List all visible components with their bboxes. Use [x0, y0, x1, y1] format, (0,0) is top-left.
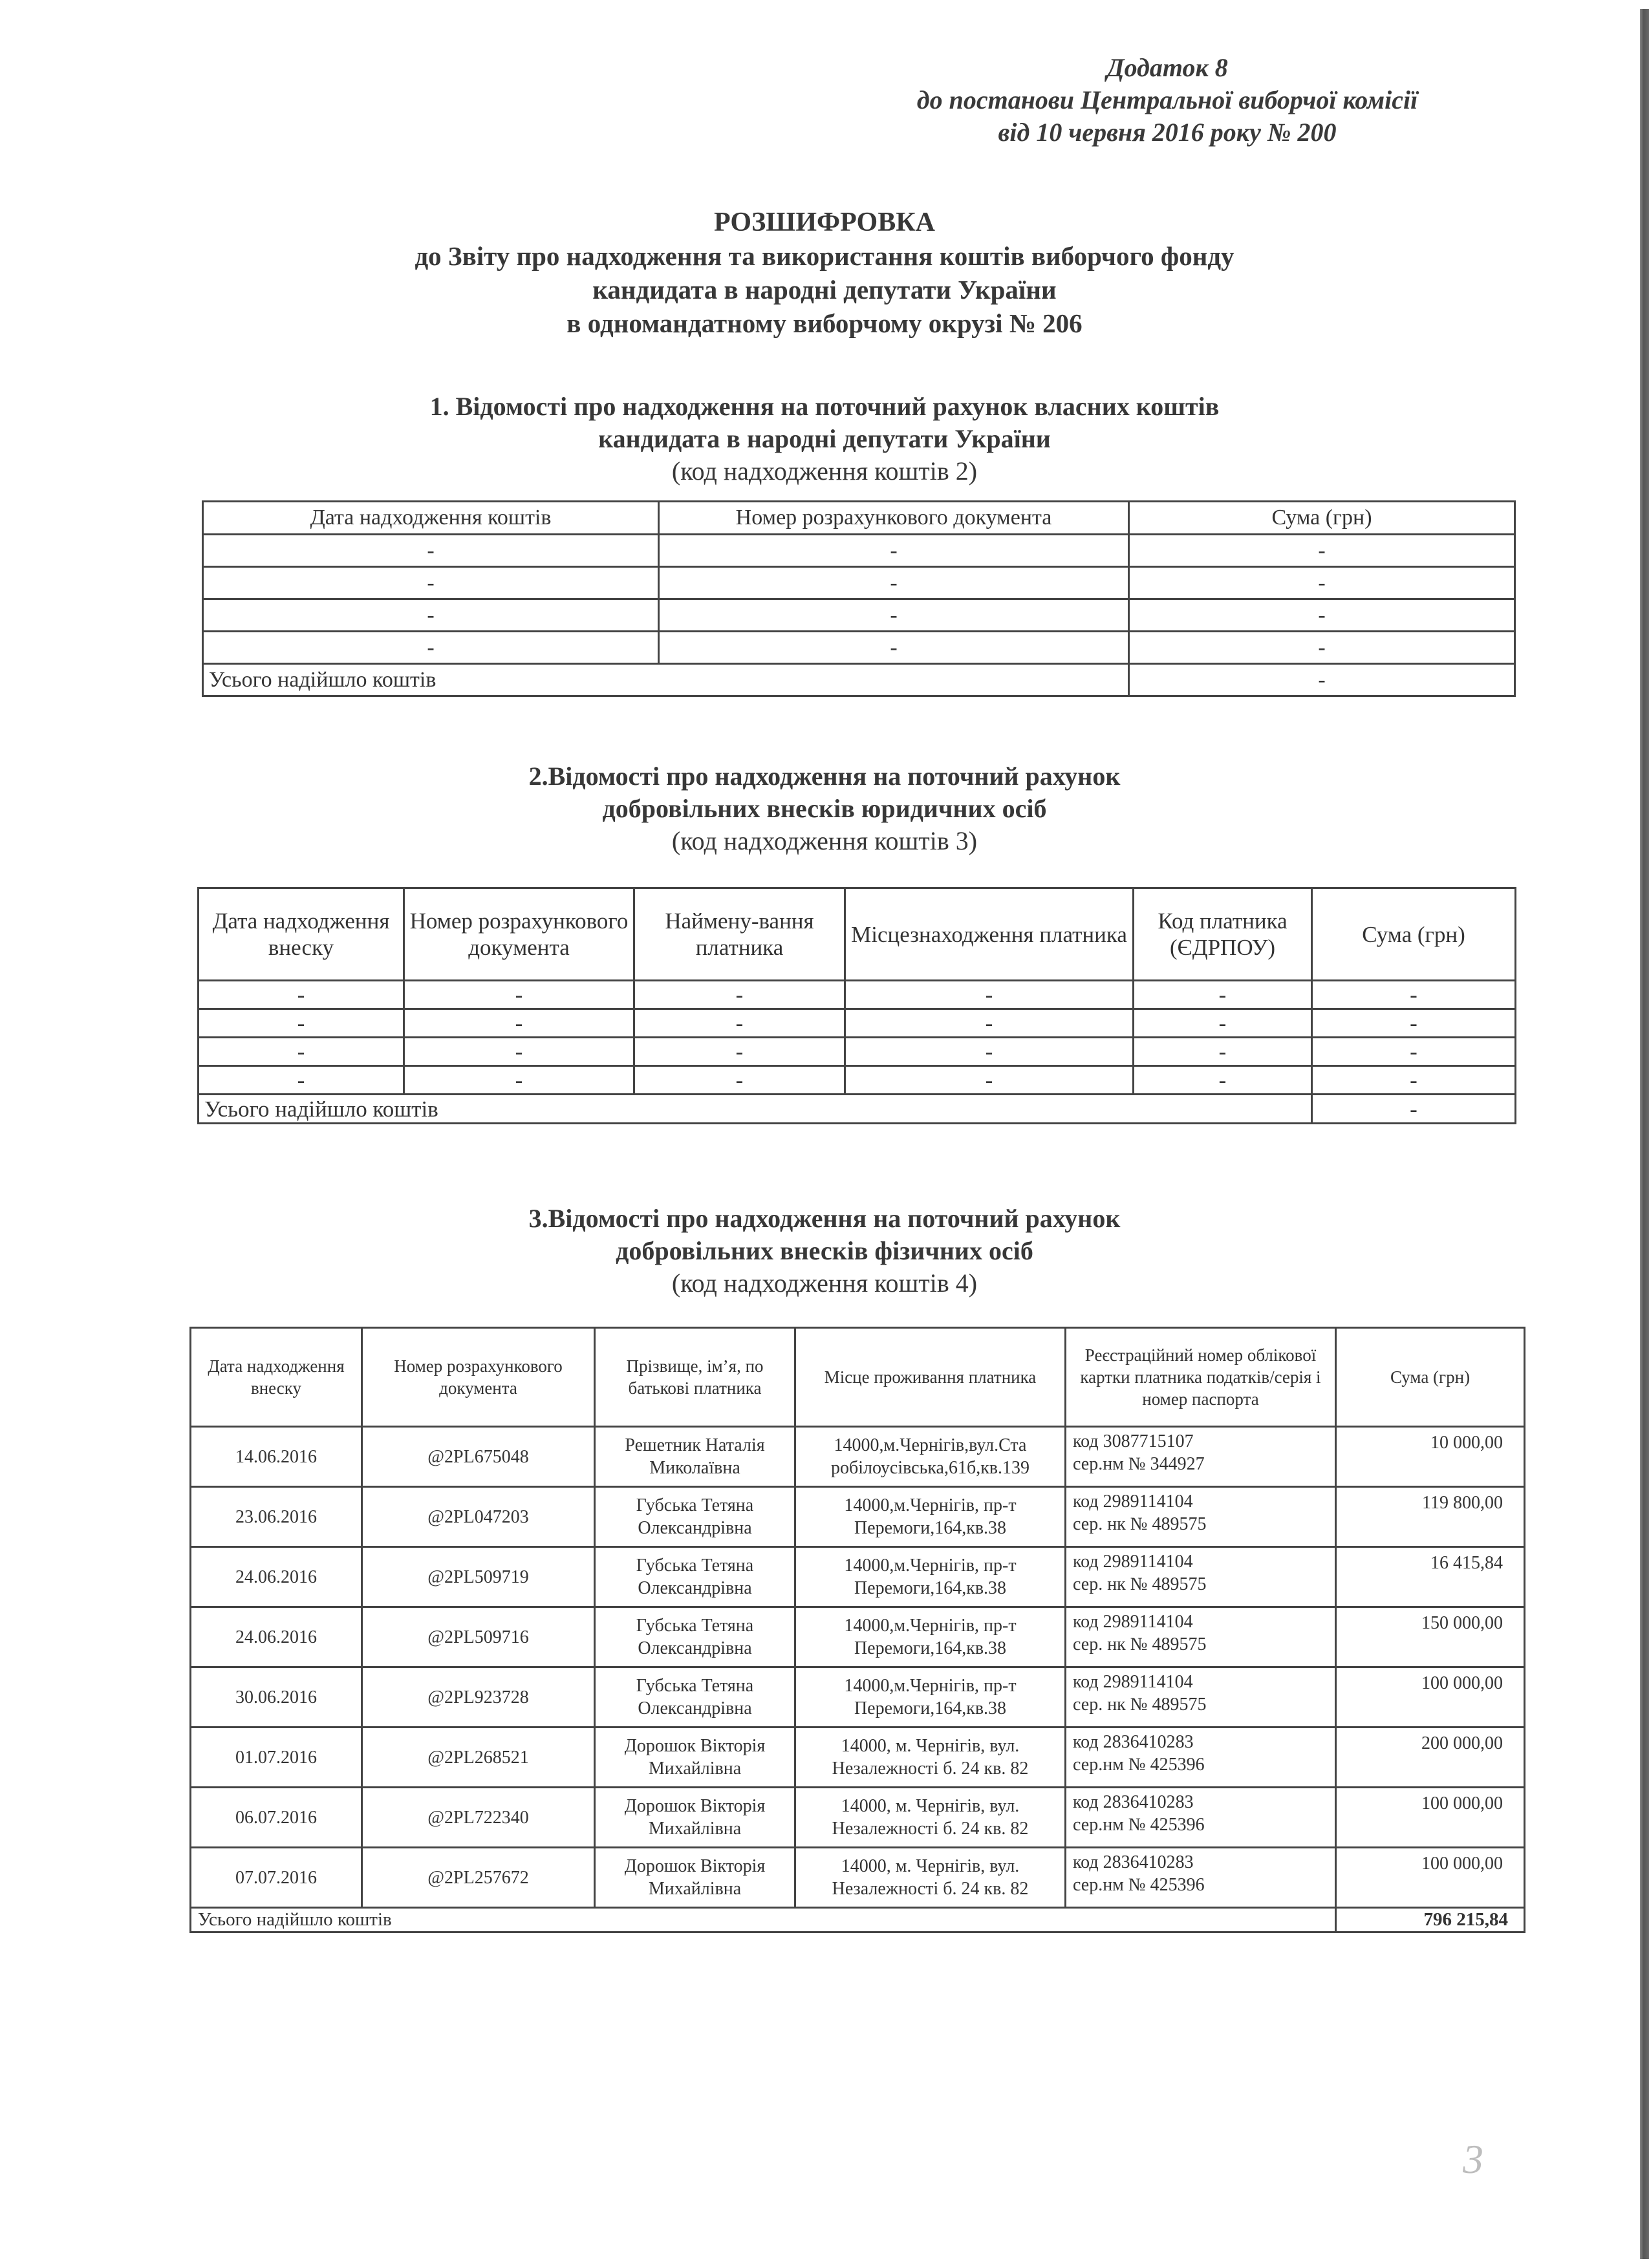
document-number-cell: -	[659, 567, 1129, 599]
document-number-cell: -	[404, 1038, 634, 1066]
individuals-table	[189, 1327, 1525, 1933]
payer-address-line-1: 14000, м. Чернігів, вул.	[841, 1856, 1020, 1876]
amount-cell: -	[1129, 535, 1515, 567]
passport-number: сер.нм № 425396	[1073, 1755, 1205, 1775]
table-row	[199, 1038, 1516, 1066]
payer-address-line-1: 14000,м.Чернігів, пр-т	[844, 1676, 1017, 1696]
payer-address-line-1: 14000,м.Чернігів, пр-т	[844, 1616, 1017, 1636]
tax-id-passport-cell	[1066, 1728, 1336, 1788]
amount-cell: 100 000,00	[1336, 1848, 1525, 1908]
payer-name-cell	[595, 1547, 795, 1607]
table-header-row	[199, 888, 1516, 981]
amount-cell: -	[1312, 1066, 1516, 1095]
title-line-4: в одномандатному виборчому окрузі № 206	[566, 308, 1083, 338]
payer-name-line-1: Губська Тетяна	[636, 1495, 754, 1515]
tax-id: код 2836410283	[1073, 1792, 1194, 1812]
section-3-heading-line-1: 3.Відомості про надходження на поточний рахунок	[528, 1204, 1121, 1233]
table-row	[191, 1487, 1525, 1547]
payer-address-cell	[795, 1728, 1066, 1788]
column-header: Код платника (ЄДРПОУ)	[1134, 888, 1312, 981]
payer-name-cell: -	[634, 1009, 845, 1038]
total-amount: -	[1312, 1095, 1516, 1124]
date-cell: 06.07.2016	[191, 1788, 362, 1848]
tax-id: код 2989114104	[1073, 1612, 1193, 1632]
document-number-cell: @2PL257672	[362, 1848, 595, 1908]
payer-name-cell: -	[634, 1038, 845, 1066]
payer-address-line-1: 14000,м.Чернігів, пр-т	[844, 1556, 1017, 1576]
passport-number: сер. нк № 489575	[1073, 1574, 1207, 1594]
payer-name-line-1: Губська Тетяна	[636, 1556, 754, 1576]
individuals-table-body	[191, 1427, 1525, 1908]
payer-name-line-2: Олександрівна	[638, 1638, 752, 1658]
section-2-code: (код надходження коштів 3)	[671, 826, 978, 855]
payer-address-cell	[795, 1848, 1066, 1908]
date-cell: -	[199, 1066, 404, 1095]
total-label: Усього надійшло коштів	[191, 1908, 1336, 1932]
table-row	[191, 1788, 1525, 1848]
document-number-cell: -	[404, 1066, 634, 1095]
amount-cell: -	[1312, 981, 1516, 1009]
payer-address-cell	[795, 1427, 1066, 1487]
table-row	[203, 599, 1515, 632]
payer-address-cell	[795, 1547, 1066, 1607]
document-number-cell: -	[404, 981, 634, 1009]
own-funds-table	[202, 500, 1516, 697]
amount-cell: 200 000,00	[1336, 1728, 1525, 1788]
document-number-cell: @2PL923728	[362, 1667, 595, 1728]
date-cell: 14.06.2016	[191, 1427, 362, 1487]
annex-header	[867, 52, 1468, 149]
payer-name-line-2: Олександрівна	[638, 1698, 752, 1718]
payer-name-cell	[595, 1487, 795, 1547]
payer-name-line-1: Дорошок Вікторія	[624, 1736, 766, 1756]
section-3-heading-line-2: добровільних внесків фізичних осіб	[616, 1236, 1033, 1265]
total-amount: 796 215,84	[1336, 1908, 1525, 1932]
payer-name-line-2: Михайлівна	[648, 1759, 742, 1779]
document-number-cell: @2PL268521	[362, 1728, 595, 1788]
payer-address-line-2: робілоусівська,61б,кв.139	[830, 1458, 1030, 1478]
table-row	[203, 567, 1515, 599]
handwritten-page-number: 3	[1463, 2136, 1483, 2182]
amount-cell: 119 800,00	[1336, 1487, 1525, 1547]
tax-id: код 2989114104	[1073, 1492, 1193, 1512]
payer-address-line-2: Перемоги,164,кв.38	[854, 1518, 1007, 1538]
tax-id: код 3087715107	[1073, 1431, 1194, 1451]
payer-name-line-1: Дорошок Вікторія	[624, 1856, 766, 1876]
date-cell: 23.06.2016	[191, 1487, 362, 1547]
payer-name-cell	[595, 1427, 795, 1487]
amount-cell: 100 000,00	[1336, 1667, 1525, 1728]
document-number-cell: @2PL722340	[362, 1788, 595, 1848]
payer-address-line-1: 14000, м. Чернігів, вул.	[841, 1796, 1020, 1816]
amount-cell: -	[1129, 567, 1515, 599]
document-number-cell: -	[659, 632, 1129, 664]
date-cell: -	[203, 599, 659, 632]
date-cell: -	[203, 632, 659, 664]
date-cell: 24.06.2016	[191, 1607, 362, 1667]
section-1-heading-line-2: кандидата в народні депутати України	[598, 424, 1051, 453]
table-row	[191, 1667, 1525, 1728]
payer-location-cell: -	[845, 1009, 1134, 1038]
section-1-heading-line-1: 1. Відомості про надходження на поточний рахунок власних коштів	[429, 392, 1220, 421]
payer-code-cell: -	[1134, 1038, 1312, 1066]
section-3-heading	[0, 1203, 1649, 1300]
scan-page-edge	[1640, 9, 1649, 2259]
payer-name-cell	[595, 1728, 795, 1788]
column-header: Сума (грн)	[1312, 888, 1516, 981]
payer-name-cell	[595, 1788, 795, 1848]
payer-name-cell	[595, 1667, 795, 1728]
document-number-cell: @2PL047203	[362, 1487, 595, 1547]
amount-cell: -	[1312, 1009, 1516, 1038]
title-line-3: кандидата в народні депутати України	[592, 275, 1057, 305]
title-main: РОЗШИФРОВКА	[714, 208, 935, 237]
date-cell: 07.07.2016	[191, 1848, 362, 1908]
column-header: Прізвище, ім’я, по батькові платника	[595, 1328, 795, 1427]
column-header: Місце проживання платника	[795, 1328, 1066, 1427]
column-header: Номер розрахункового документа	[659, 502, 1129, 535]
payer-address-line-2: Перемоги,164,кв.38	[854, 1578, 1007, 1598]
document-number-cell: -	[659, 599, 1129, 632]
column-header: Дата надходження коштів	[203, 502, 659, 535]
document-number-cell: -	[404, 1009, 634, 1038]
payer-location-cell: -	[845, 1066, 1134, 1095]
document-number-cell: @2PL509716	[362, 1607, 595, 1667]
annex-resolution: до постанови Центральної виборчої комісії	[916, 85, 1418, 114]
payer-code-cell: -	[1134, 981, 1312, 1009]
tax-id: код 2989114104	[1073, 1672, 1193, 1692]
column-header: Номер розрахункового документа	[362, 1328, 595, 1427]
payer-address-cell	[795, 1607, 1066, 1667]
passport-number: сер. нк № 489575	[1073, 1695, 1207, 1715]
column-header: Номер розрахункового документа	[404, 888, 634, 981]
table-header-row	[203, 502, 1515, 535]
payer-name-line-2: Олександрівна	[638, 1578, 752, 1598]
payer-name-cell	[595, 1848, 795, 1908]
total-row	[203, 664, 1515, 696]
date-cell: 30.06.2016	[191, 1667, 362, 1728]
table-row	[199, 981, 1516, 1009]
table-row	[191, 1427, 1525, 1487]
payer-address-cell	[795, 1667, 1066, 1728]
column-header: Сума (грн)	[1336, 1328, 1525, 1427]
amount-cell: 16 415,84	[1336, 1547, 1525, 1607]
payer-location-cell: -	[845, 1038, 1134, 1066]
payer-address-cell	[795, 1788, 1066, 1848]
payer-address-line-2: Незалежності б. 24 кв. 82	[832, 1879, 1029, 1899]
tax-id-passport-cell	[1066, 1788, 1336, 1848]
date-cell: -	[199, 1009, 404, 1038]
date-cell: -	[199, 1038, 404, 1066]
tax-id-passport-cell	[1066, 1848, 1336, 1908]
table-row	[203, 535, 1515, 567]
total-label: Усього надійшло коштів	[203, 664, 1129, 696]
payer-name-cell: -	[634, 981, 845, 1009]
table-row	[191, 1728, 1525, 1788]
payer-location-cell: -	[845, 981, 1134, 1009]
tax-id-passport-cell	[1066, 1487, 1336, 1547]
payer-address-line-1: 14000, м. Чернігів, вул.	[841, 1736, 1020, 1756]
amount-cell: 10 000,00	[1336, 1427, 1525, 1487]
document-number-cell: -	[659, 535, 1129, 567]
column-header: Реєстраційний номер облікової картки платника податків/серія і номер паспорта	[1066, 1328, 1336, 1427]
section-2-heading-line-2: добровільних внесків юридичних осіб	[602, 794, 1047, 823]
table-row	[191, 1547, 1525, 1607]
payer-name-line-2: Михайлівна	[648, 1879, 742, 1899]
annex-date: від 10 червня 2016 року № 200	[998, 118, 1337, 147]
document-title	[0, 206, 1649, 340]
column-header: Дата надходження внеску	[199, 888, 404, 981]
tax-id-passport-cell	[1066, 1607, 1336, 1667]
passport-number: сер.нм № 425396	[1073, 1815, 1205, 1835]
section-1-code: (код надходження коштів 2)	[671, 456, 978, 486]
column-header: Місцезнаходження платника	[845, 888, 1134, 981]
payer-name-line-1: Дорошок Вікторія	[624, 1796, 766, 1816]
passport-number: сер. нк № 489575	[1073, 1634, 1207, 1654]
payer-address-cell	[795, 1487, 1066, 1547]
passport-number: сер.нм № 425396	[1073, 1875, 1205, 1895]
payer-name-cell: -	[634, 1066, 845, 1095]
amount-cell: 150 000,00	[1336, 1607, 1525, 1667]
legal-entities-table	[197, 887, 1516, 1124]
date-cell: 01.07.2016	[191, 1728, 362, 1788]
tax-id: код 2836410283	[1073, 1732, 1194, 1752]
table-row	[199, 1066, 1516, 1095]
payer-address-line-2: Перемоги,164,кв.38	[854, 1638, 1007, 1658]
table-row	[199, 1009, 1516, 1038]
tax-id-passport-cell	[1066, 1667, 1336, 1728]
section-2-heading	[0, 760, 1649, 857]
table-row	[191, 1607, 1525, 1667]
payer-name-line-1: Губська Тетяна	[636, 1676, 754, 1696]
total-row	[199, 1095, 1516, 1124]
tax-id: код 2836410283	[1073, 1852, 1194, 1872]
payer-address-line-2: Перемоги,164,кв.38	[854, 1698, 1007, 1718]
document-number-cell: @2PL509719	[362, 1547, 595, 1607]
date-cell: -	[203, 535, 659, 567]
column-header: Наймену-вання платника	[634, 888, 845, 981]
passport-number: сер.нм № 344927	[1073, 1454, 1205, 1474]
payer-address-line-2: Незалежності б. 24 кв. 82	[832, 1759, 1029, 1779]
table-row	[203, 632, 1515, 664]
payer-name-line-2: Михайлівна	[648, 1819, 742, 1839]
section-2-heading-line-1: 2.Відомості про надходження на поточний рахунок	[528, 762, 1121, 791]
column-header: Сума (грн)	[1129, 502, 1515, 535]
column-header: Дата надходження внеску	[191, 1328, 362, 1427]
tax-id-passport-cell	[1066, 1427, 1336, 1487]
tax-id: код 2989114104	[1073, 1552, 1193, 1572]
tax-id-passport-cell	[1066, 1547, 1336, 1607]
payer-address-line-1: 14000,м.Чернігів,вул.Ста	[834, 1435, 1027, 1455]
table-header-row	[191, 1328, 1525, 1427]
payer-name-cell	[595, 1607, 795, 1667]
payer-code-cell: -	[1134, 1066, 1312, 1095]
title-line-2: до Звіту про надходження та використання коштів виборчого фонду	[415, 241, 1234, 271]
total-label: Усього надійшло коштів	[199, 1095, 1312, 1124]
payer-name-line-2: Олександрівна	[638, 1518, 752, 1538]
total-row	[191, 1908, 1525, 1932]
payer-name-line-1: Губська Тетяна	[636, 1616, 754, 1636]
payer-address-line-2: Незалежності б. 24 кв. 82	[832, 1819, 1029, 1839]
date-cell: 24.06.2016	[191, 1547, 362, 1607]
payer-name-line-1: Решетник Наталія	[625, 1435, 765, 1455]
section-3-code: (код надходження коштів 4)	[671, 1268, 978, 1298]
amount-cell: -	[1312, 1038, 1516, 1066]
payer-name-line-2: Миколаївна	[649, 1458, 740, 1478]
annex-number: Додаток 8	[1106, 53, 1228, 82]
payer-address-line-1: 14000,м.Чернігів, пр-т	[844, 1495, 1017, 1515]
amount-cell: 100 000,00	[1336, 1788, 1525, 1848]
date-cell: -	[199, 981, 404, 1009]
passport-number: сер. нк № 489575	[1073, 1514, 1207, 1534]
document-number-cell: @2PL675048	[362, 1427, 595, 1487]
table-row	[191, 1848, 1525, 1908]
payer-code-cell: -	[1134, 1009, 1312, 1038]
date-cell: -	[203, 567, 659, 599]
total-amount: -	[1129, 664, 1515, 696]
amount-cell: -	[1129, 599, 1515, 632]
section-1-heading	[0, 390, 1649, 487]
amount-cell: -	[1129, 632, 1515, 664]
